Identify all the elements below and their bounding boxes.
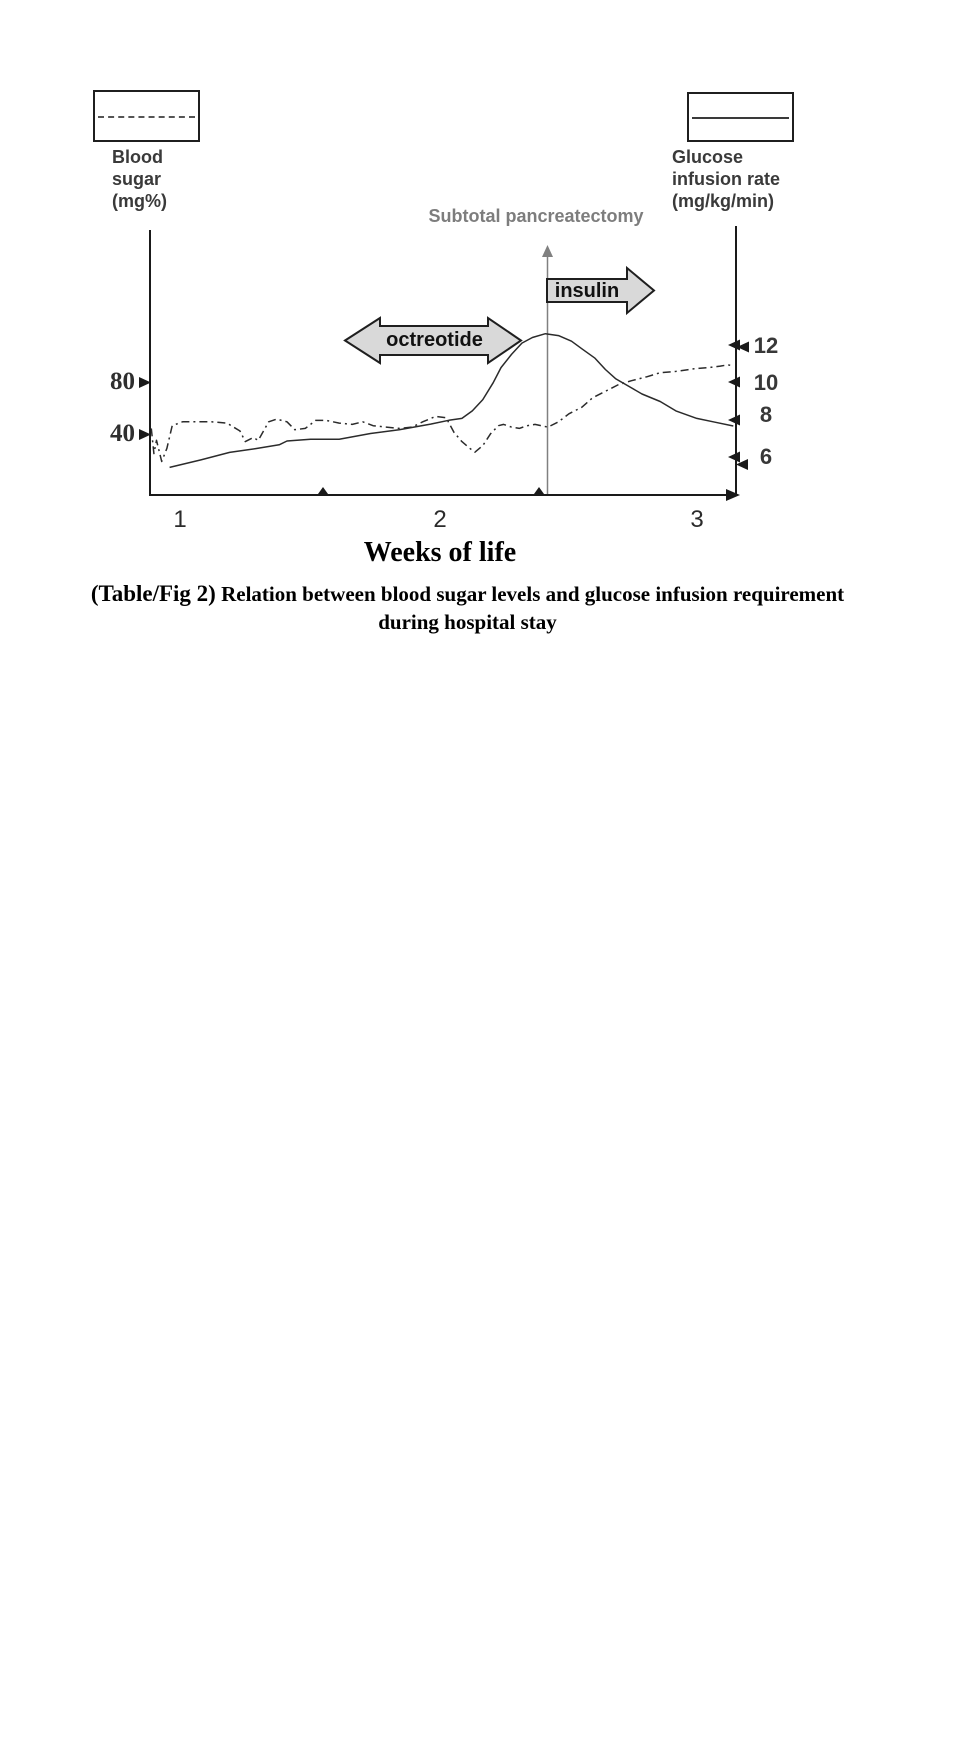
legend-glucose-line3: (mg/kg/min) xyxy=(672,191,774,211)
blood-sugar-curve xyxy=(151,365,733,462)
pancreatectomy-annotation: Subtotal pancreatectomy xyxy=(428,206,644,226)
xtick-week-2: 2 xyxy=(433,506,447,533)
x-tick-marker xyxy=(318,487,328,494)
legend-blood-line3: (mg%) xyxy=(112,191,167,211)
right-ytick-10: 10 xyxy=(753,370,779,395)
x-tick-marker xyxy=(534,487,544,494)
x-axis-arrow-icon xyxy=(726,489,740,501)
right-tick-12-marker xyxy=(728,340,740,351)
right-tick-10-marker xyxy=(728,377,740,388)
figure-caption xyxy=(10,580,925,636)
right-ytick-8: 8 xyxy=(759,402,773,427)
caption-line1-text: Relation between blood sugar levels and glucose infusion requirement xyxy=(215,582,845,606)
caption-figure-number: (Table/Fig 2) xyxy=(90,581,216,606)
caption-line1 xyxy=(10,580,925,608)
legend-blood-line1: Blood xyxy=(112,147,163,167)
xtick-week-1: 1 xyxy=(173,506,187,533)
legend-glucose-line1: Glucose xyxy=(672,147,744,167)
octreotide-arrow-label: octreotide xyxy=(386,329,483,351)
xtick-week-3: 3 xyxy=(690,506,704,533)
caption-line2: during hospital stay xyxy=(378,610,557,634)
right-tick-6-marker xyxy=(728,452,740,463)
left-ytick-80: 80 xyxy=(110,368,135,395)
legend-blood-line2: sugar xyxy=(112,169,162,189)
right-tick-8-marker xyxy=(728,415,740,426)
insulin-arrow-label: insulin xyxy=(554,280,620,302)
right-ytick-6: 6 xyxy=(759,444,773,469)
right-ytick-12: 12 xyxy=(753,333,779,358)
left-ytick-40: 40 xyxy=(110,420,135,447)
pancreatectomy-arrow-icon xyxy=(542,245,553,257)
x-axis-title: Weeks of life xyxy=(363,537,517,568)
legend-glucose-line2: infusion rate xyxy=(672,169,781,189)
